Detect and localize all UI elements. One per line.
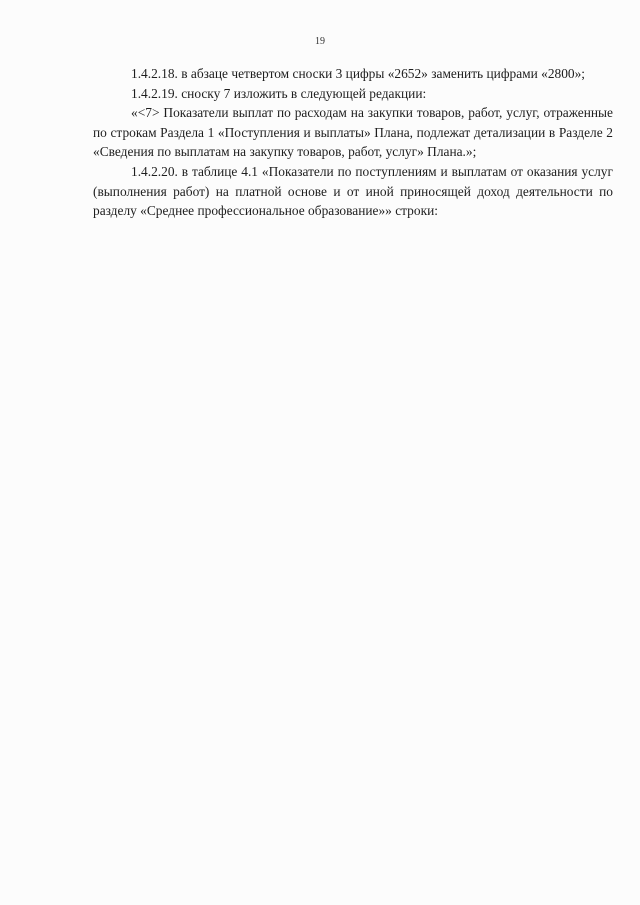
page-number: 19 [315,36,325,47]
document-body [93,64,613,221]
paragraph-footnote-7-text: «<7> Показатели выплат по расходам на закупки товаров, работ, услуг, отраженные по строкам Раздела 1 «Поступления и выплаты» Плана, подлежат детализации в Разделе 2 «Сведения по выплатам на закупку товаров, работ, услуг» Плана.»; [93,105,613,160]
paragraph-1-4-2-20: 1.4.2.20. в таблице 4.1 «Показатели по поступлениям и выплатам от оказания услуг (выполнения работ) на платной основе и от иной приносящей доход деятельности по разделу «Среднее профессиональное образование»» строки: [93,163,613,219]
paragraph-1-4-2-19: 1.4.2.19. сноску 7 изложить в следующей редакции: [131,85,427,101]
paragraph-1-4-2-18: 1.4.2.18. в абзаце четвертом сноски 3 цифры «2652» заменить цифрами «2800»; [131,66,586,81]
